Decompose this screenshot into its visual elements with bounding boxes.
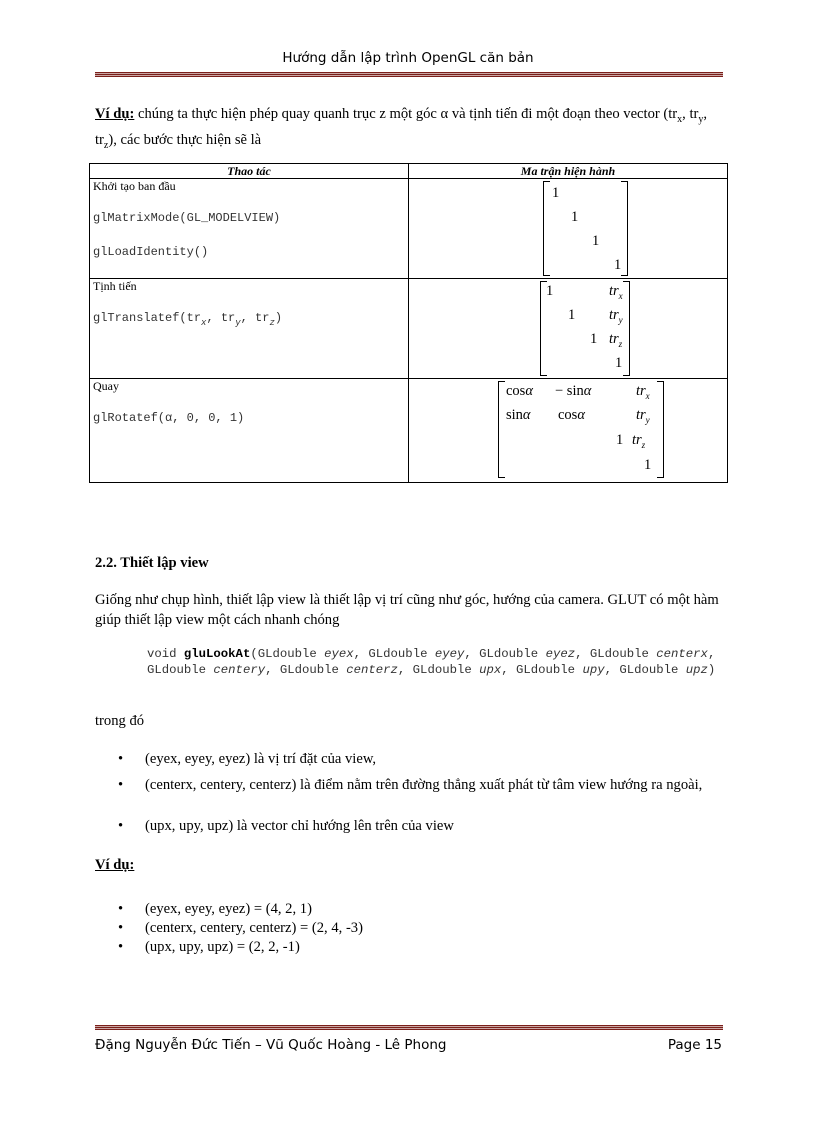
matrix-cell: 1 <box>644 457 652 473</box>
matrix-cell-trx: $tr_x$ <box>609 283 623 301</box>
matrix-bracket-right <box>657 381 664 478</box>
matrix-cell: 1 <box>546 283 554 299</box>
matrix-cell: 1 <box>615 355 623 371</box>
identity-matrix <box>412 179 724 278</box>
table-row <box>90 379 728 483</box>
matrix-cell: 1 <box>590 331 598 347</box>
matrix-cell: 1 <box>616 432 624 448</box>
table-header-matrix: Ma trận hiện hành <box>409 164 728 179</box>
code-line: $glTranslatef(tr_x$, $tr_y$, $tr_z$) <box>93 311 283 328</box>
matrix-cell: 1 <box>614 257 622 273</box>
example-intro <box>95 104 723 156</box>
footer-authors: Đặng Nguyễn Đức Tiến – Vũ Quốc Hoàng - Lê Phong <box>95 1037 447 1053</box>
matrix-cell: 1 <box>552 185 560 201</box>
header-rule <box>95 72 723 77</box>
example-tail: ), các bước thực hiện sẽ là <box>108 131 262 148</box>
where-label: trong đó <box>95 713 145 729</box>
bullet-icon: • <box>118 818 124 834</box>
list-item-text: (centerx, centery, centerz) = (2, 4, -3) <box>145 920 363 936</box>
list-item-text: (eyex, eyey, eyez) = (4, 2, 1) <box>145 901 312 917</box>
example-label: Ví dụ: <box>95 106 135 122</box>
list-item-text: (upx, upy, upz) = (2, 2, -1) <box>145 939 300 955</box>
list-item-text: (upx, upy, upz) là vector chỉ hướng lên trên của view <box>145 818 454 834</box>
sub-x: x <box>677 113 683 125</box>
bullet-icon: • <box>118 901 124 917</box>
rotation-matrix <box>412 379 724 482</box>
matrix-cell-try: $tr_y$ <box>609 307 623 325</box>
row-label: Khởi tạo ban đầu <box>93 179 176 193</box>
matrix-cell-negsin: − sinα <box>555 383 592 399</box>
page-number: Page 15 <box>667 1037 722 1053</box>
row-label: Tịnh tiến <box>93 279 137 293</box>
table-row <box>90 179 728 279</box>
matrix-cell-trx: $tr_x$ <box>636 383 650 401</box>
function-signature: void gluLookAt(GLdouble eyex, GLdouble eyey, GLdouble eyez, GLdouble centerx, GLdouble centery, GLdouble centerz, GLdouble upx, GLdouble upy, GLdouble upz) <box>147 647 716 677</box>
bullet-icon: • <box>118 751 124 767</box>
matrix-cell-try: $tr_y$ <box>636 407 650 425</box>
footer-rule <box>95 1025 723 1030</box>
matrix-cell-trz: $tr_z$ <box>632 432 646 450</box>
example-label: Ví dụ: <box>95 857 135 873</box>
bullet-icon: • <box>118 920 124 936</box>
example-text: chúng ta thực hiện phép quay quanh trục z một góc α và tịnh tiến đi một đoạn theo vector (tr <box>138 106 678 122</box>
matrix-cell: 1 <box>568 307 576 323</box>
code-line: glLoadIdentity() <box>93 245 209 259</box>
page-header-title: Hướng dẫn lập trình OpenGL căn bản <box>282 50 534 66</box>
matrix-cell-trz: $tr_z$ <box>609 331 623 349</box>
table-header-operation: Thao tác <box>90 164 409 179</box>
matrix-bracket-left <box>543 181 550 276</box>
code-line: glRotatef(α, 0, 0, 1) <box>93 411 245 425</box>
operations-table <box>89 163 728 483</box>
bullet-icon: • <box>118 777 124 793</box>
list-item-text: (centerx, centery, centerz) là điểm nằm trên đường thẳng xuất phát từ tâm view hướng ra ngoài, <box>145 777 703 793</box>
row-label: Quay <box>93 379 119 393</box>
section-intro: Giống như chụp hình, thiết lập view là thiết lập vị trí cũng như góc, hướng của camera. GLUT có một hàm giúp thiết lập view một cách nhanh chóng <box>95 592 719 628</box>
sep: , tr <box>682 106 699 122</box>
translation-matrix <box>412 279 724 378</box>
matrix-bracket-right <box>623 281 630 376</box>
bullet-icon: • <box>118 939 124 955</box>
matrix-cell-cos: cosα <box>506 383 533 399</box>
list-item-text: (eyex, eyey, eyez) là vị trí đặt của view, <box>145 751 377 767</box>
matrix-cell: 1 <box>571 209 579 225</box>
sep: , tr <box>95 106 708 148</box>
code-line: glMatrixMode(GL_MODELVIEW) <box>93 211 281 225</box>
sub-y: y <box>698 113 704 125</box>
section-heading: 2.2. Thiết lập view <box>95 555 209 571</box>
matrix-cell-cos: cosα <box>558 407 585 423</box>
matrix-bracket-right <box>621 181 628 276</box>
table-row <box>90 279 728 379</box>
matrix-cell: 1 <box>592 233 600 249</box>
sub-z: z <box>103 139 109 151</box>
matrix-cell-sin: sinα <box>506 407 531 423</box>
matrix-bracket-left <box>498 381 505 478</box>
